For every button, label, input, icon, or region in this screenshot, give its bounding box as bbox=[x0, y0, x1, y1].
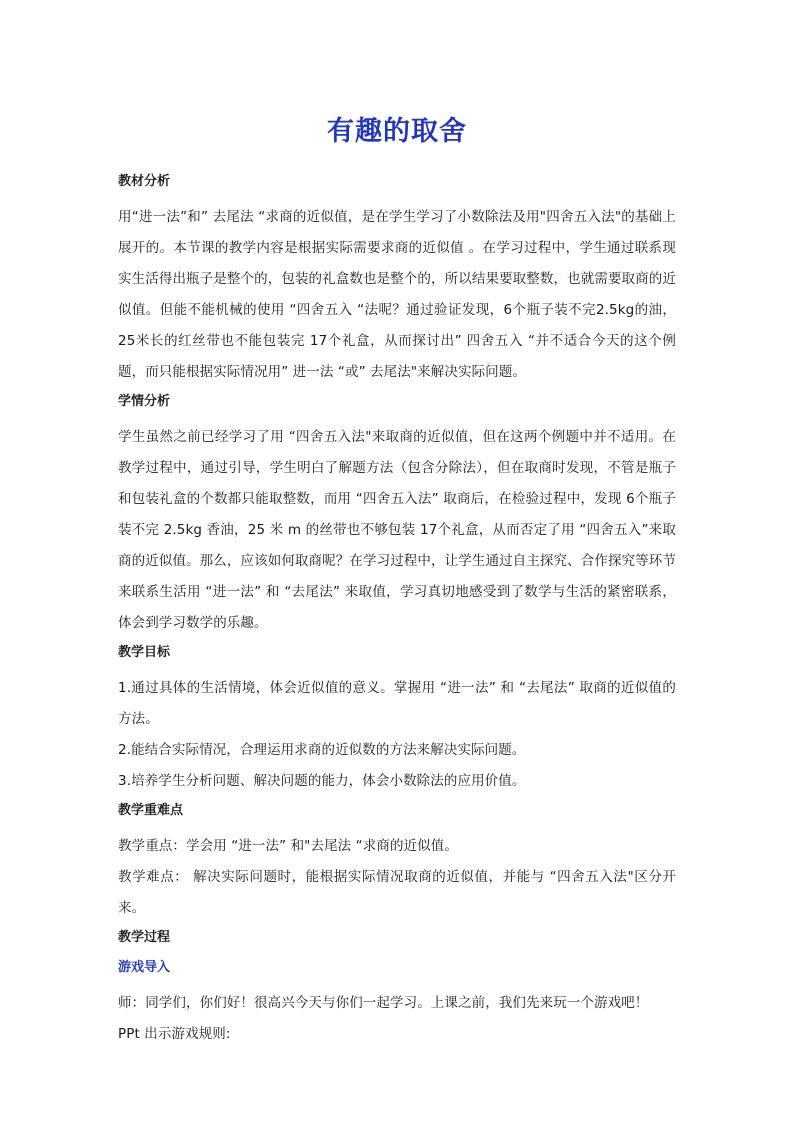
paragraph-key-point: 教学重点：学会用 “进一法” 和"去尾法 “求商的近似值。 bbox=[118, 838, 458, 854]
section-heading-textbook-analysis: 教材分析 bbox=[118, 174, 171, 189]
section-heading-student-analysis: 学情分析 bbox=[118, 394, 171, 409]
paragraph-ppt-rules: PPt 出示游戏规则: bbox=[118, 1026, 231, 1042]
section-heading-teaching-process: 教学过程 bbox=[118, 930, 171, 945]
section-heading-key-points: 教学重难点 bbox=[118, 803, 184, 818]
paragraph-difficult-point: 教学难点： 解决实际问题时，能根据实际情况取商的近似值，并能与 “四舍五入法"区分开来。 bbox=[118, 869, 676, 916]
paragraph-goal-3: 3.培养学生分析问题、解决问题的能力，体会小数除法的应用价值。 bbox=[118, 773, 526, 789]
paragraph-goal-2: 2.能结合实际情况，合理运用求商的近似数的方法来解决实际问题。 bbox=[118, 742, 526, 758]
document-title: 有趣的取舍 bbox=[327, 116, 467, 147]
paragraph-textbook-analysis: 用“进一法”和” 去尾法 “求商的近似值，是在学生学习了小数除法及用"四舍五入法"的基础上展开的。本节课的教学内容是根据实际需要求商的近似值 。在学习过程中，学生通过联系现实生活得出瓶子是整个的，包装的礼盒数也是整个的，所以结果要取整数，也就需要取商的近似值。但能不能机械的使用 “四舍五入 “法呢？通过验证发现，6个瓶子装不完2.5kg的油，25米长的红丝带也不能包装完 17个礼盒，从而探讨出” 四舍五入 “并不适合今天的这个例题，而只能根据实际情况用” 进一法 “或” 去尾法"来解决实际问题。 bbox=[118, 209, 676, 380]
subheading-game-intro: 游戏导入 bbox=[118, 960, 171, 975]
paragraph-student-analysis: 学生虽然之前已经学习了用 “四舍五入法"来取商的近似值，但在这两个例题中并不适用。在教学过程中，通过引导，学生明白了解题方法（包含分除法），但在取商时发现，不管是瓶子和包装礼盒的个数都只能取整数，而用 “四舍五入法” 取商后，在检验过程中，发现 6个瓶子装不完 2.5kg 香油，25 米 m 的丝带也不够包装 17个礼盒，从而否定了用 “四舍五入”来取商的近似值。那么，应该如何取商呢？在学习过程中，让学生通过自主探究、合作探究等环节来联系生活用 “进一法” 和 “去尾法” 来取值，学习真切地感受到了数学与生活的紧密联系，体会到学习数学的乐趣。 bbox=[118, 429, 676, 631]
section-heading-teaching-goals: 教学目标 bbox=[118, 645, 171, 660]
paragraph-teacher-greeting: 师：同学们，你们好！很高兴今天与你们一起学习。上课之前，我们先来玩一个游戏吧！ bbox=[118, 995, 649, 1011]
paragraph-goal-1: 1.通过具体的生活情境，体会近似值的意义。掌握用 “进一法” 和 “去尾法” 取商的近似值的方法。 bbox=[118, 680, 676, 727]
